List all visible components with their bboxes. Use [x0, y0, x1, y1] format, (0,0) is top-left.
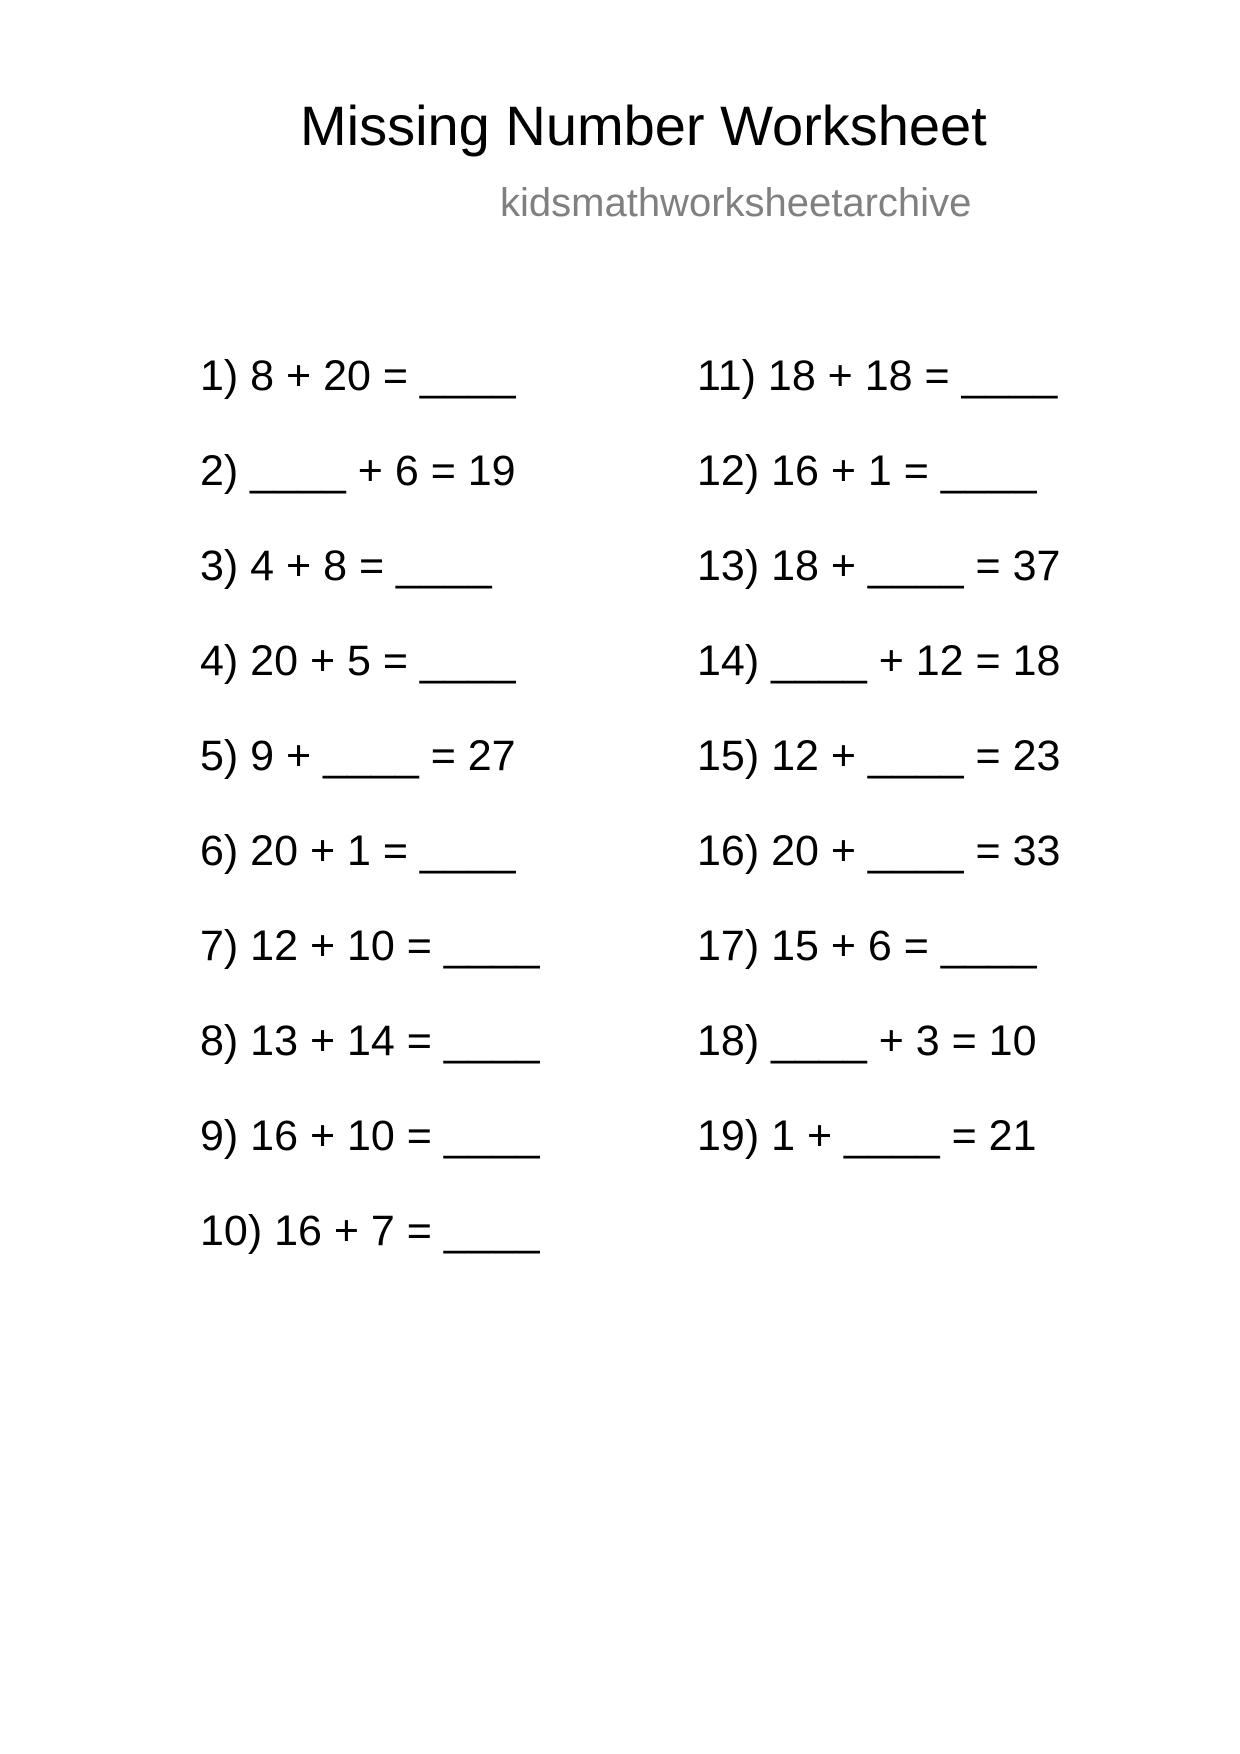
problem-item: 12) 16 + 1 = ____ — [697, 447, 1037, 495]
worksheet-source: kidsmathworksheetarchive — [500, 181, 972, 225]
problem-item: 9) 16 + 10 = ____ — [200, 1112, 540, 1160]
problem-item: 15) 12 + ____ = 23 — [697, 732, 1061, 780]
worksheet-title: Missing Number Worksheet — [300, 94, 987, 157]
problem-item: 6) 20 + 1 = ____ — [200, 827, 516, 875]
problem-item: 13) 18 + ____ = 37 — [697, 542, 1061, 590]
problem-item: 1) 8 + 20 = ____ — [200, 352, 516, 400]
problems-left-column — [200, 352, 540, 1302]
problems-right-column — [697, 352, 1060, 1207]
problem-item: 18) ____ + 3 = 10 — [697, 1017, 1037, 1065]
problem-item: 3) 4 + 8 = ____ — [200, 542, 492, 590]
problem-item: 19) 1 + ____ = 21 — [697, 1112, 1037, 1160]
problem-item: 10) 16 + 7 = ____ — [200, 1207, 540, 1255]
problem-item: 4) 20 + 5 = ____ — [200, 637, 516, 685]
problem-item: 11) 18 + 18 = ____ — [697, 352, 1058, 400]
problem-item: 16) 20 + ____ = 33 — [697, 827, 1061, 875]
problem-item: 7) 12 + 10 = ____ — [200, 922, 540, 970]
problem-item: 8) 13 + 14 = ____ — [200, 1017, 540, 1065]
problem-item: 17) 15 + 6 = ____ — [697, 922, 1037, 970]
problem-item: 2) ____ + 6 = 19 — [200, 447, 516, 495]
problem-item: 5) 9 + ____ = 27 — [200, 732, 516, 780]
problem-item: 14) ____ + 12 = 18 — [697, 637, 1061, 685]
